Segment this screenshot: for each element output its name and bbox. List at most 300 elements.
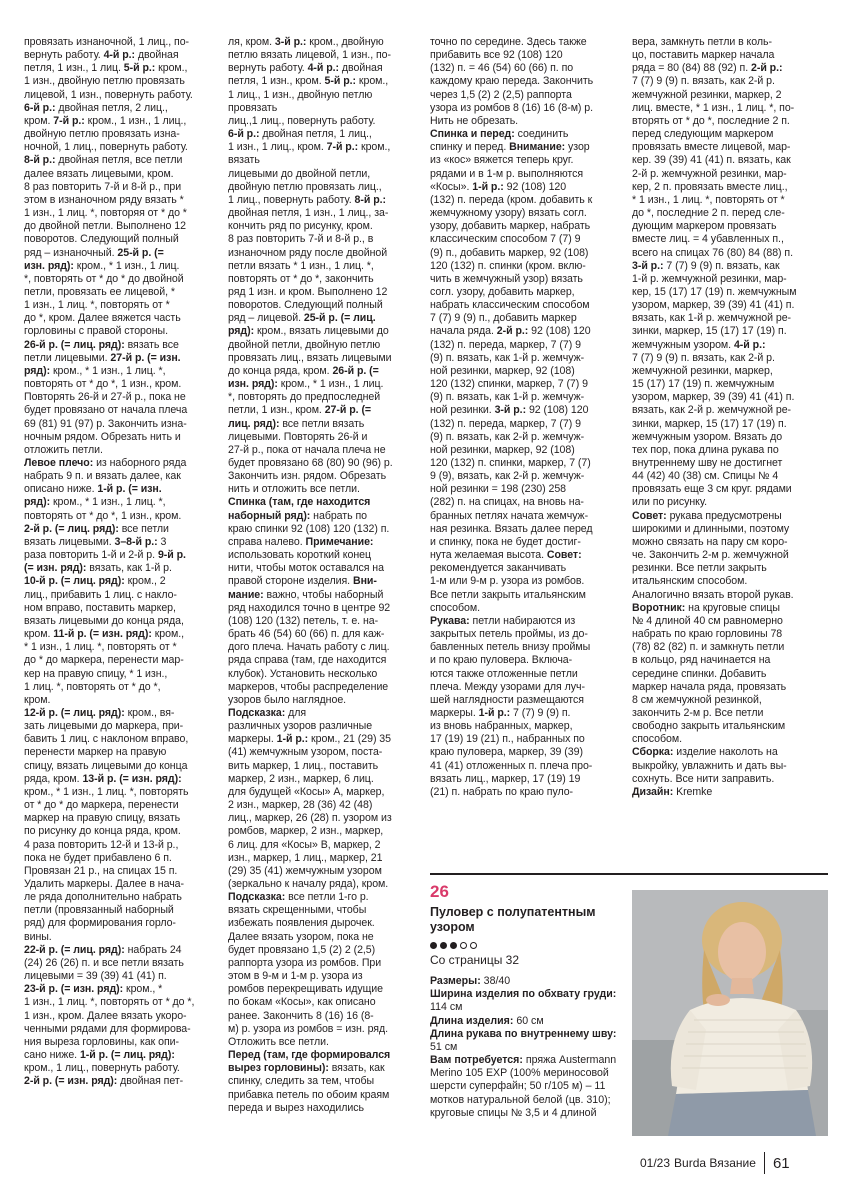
text-line: по рисунку до конца ряда, кром. <box>24 825 181 838</box>
text-line: Совет: рукава предусмотрены <box>632 509 782 522</box>
text-line: вить маркер, 1 лиц., поставить <box>228 759 379 772</box>
text-column-1 <box>24 36 214 1089</box>
text-line: 9 (9), вязать, как 2-й р. жемчуж- <box>430 470 585 483</box>
text-line: согл. узору, добавить маркер, <box>430 285 575 298</box>
text-line: спинку и перед. Внимание: узор <box>430 141 590 154</box>
text-line: изн. ряд): кром., * 1 изн., 1 лиц. <box>24 259 180 272</box>
text-line: маркеры. 1-й р.: 7 (7) 9 (9) п. <box>430 706 571 719</box>
text-line: до *, последние 2 п. перед сле- <box>632 207 785 220</box>
text-line: вязать лицевыми. 3–8-й р.: 3 <box>24 535 167 548</box>
page-footer <box>640 1152 790 1174</box>
text-line: рекомендуется заканчивать <box>430 562 567 575</box>
text-line: 2-й р. жемчужной резинки, мар- <box>632 167 787 180</box>
difficulty-dot <box>430 942 437 949</box>
text-line: петля, 1 изн., кром. 5-й р.: кром., <box>228 75 389 88</box>
text-line: Нить не обрезать. <box>430 114 519 127</box>
text-line: вязать скрещенными, чтобы <box>228 904 367 917</box>
text-line: ряда, кром. 13-й р. (= изн. ряд): <box>24 772 182 785</box>
text-line: кром. <box>24 693 51 706</box>
text-line: вязать, как 2-й р. жемчужной ре- <box>632 404 792 417</box>
text-line: набрать по краю горловины 78 <box>632 628 783 641</box>
text-line: узору, добавить маркер, набрать <box>430 220 591 233</box>
text-line: нить и отложить все петли. <box>228 483 360 496</box>
text-line: будет провязано 1,5 (2) 2 (2,5) <box>228 943 376 956</box>
text-line: ночным рядом. Обрезать нить и <box>24 430 181 443</box>
text-line: горловины с правой стороны. <box>24 325 168 338</box>
text-line: лицевыми = 39 (39) 41 (41) п. <box>24 970 167 983</box>
text-line: № 4 длиной 40 см равномерно <box>632 614 783 627</box>
text-line: ной резинки, маркер, 92 (108) <box>430 443 575 456</box>
text-line: ной резинки. 3-й р.: 92 (108) 120 <box>430 404 589 417</box>
text-line: вязать, как 1-й р. жемчужной ре- <box>632 312 792 325</box>
text-line: Спинка (там, где находится <box>228 496 371 509</box>
text-line: до двойной петли. Выполнено 12 <box>24 220 186 233</box>
text-line: Далее вязать узором, пока не <box>228 930 374 943</box>
text-line: 26-й р. (= лиц. ряд): вязать все <box>24 338 179 351</box>
text-line: че. Закончить 2-м р. жемчужной <box>632 549 789 562</box>
text-line: 120 (132) п. спинки, маркер, 7 (7) <box>430 457 591 469</box>
from-page-note: Со страницы 32 <box>430 953 520 967</box>
text-line: петли, 1 изн., кром. 27-й р. (= <box>228 404 372 417</box>
text-line: 44 (42) 40 (38) см. Спицы № 4 <box>632 470 779 483</box>
text-line: жемчужным узором. 4-й р.: <box>632 338 766 351</box>
text-line: 7 (7) 9 (9) п. вязать, как 2-й р. <box>632 351 775 364</box>
text-line: наборный ряд): набрать по <box>228 509 367 522</box>
text-line: 1 лиц. *, повторять от * до *, <box>24 680 161 693</box>
text-line: изнаночном ряду после двойной <box>228 246 388 259</box>
text-line: (132) п. переда (кром. добавить к <box>430 193 593 206</box>
text-line: (78) 82 (82) п. и замкнуть петли <box>632 641 785 654</box>
text-line: Закончить изн. рядом. Обрезать <box>228 470 387 483</box>
text-line: петли (провязанный наборный <box>24 904 174 917</box>
text-line: маркер на правую спицу, вязать <box>24 812 181 825</box>
text-line: (282) п. на спицах, на вновь на- <box>430 496 584 509</box>
project-info <box>430 882 620 1120</box>
text-line: ной резинки = 198 (230) 258 <box>430 483 567 496</box>
text-line: 1 изн., двойную петлю провязать <box>24 75 185 88</box>
text-line: будет провязано 68 (80) 90 (96) р. <box>228 457 393 469</box>
text-line: спинку, следить за тем, чтобы <box>228 1075 375 1088</box>
text-line: поворотов. Следующий полный <box>228 299 383 312</box>
text-line: клубок). Установить несколько <box>228 667 378 680</box>
text-line: *, повторять до предпоследней <box>228 391 381 404</box>
text-line: кром. 7-й р.: кром., 1 изн., 1 лиц., <box>24 114 187 127</box>
text-line: выкройку, увлажнить и дать вы- <box>632 759 787 772</box>
text-line: для будущей «Косы» А, маркер, <box>228 785 385 798</box>
text-line: ромбов, маркер, 2 изн., маркер, <box>228 825 384 838</box>
text-line: ния выреза горловины, как опи- <box>24 1035 179 1048</box>
text-line: брать 46 (54) 60 (66) п. для каж- <box>228 628 385 641</box>
text-line: пока не будет прибавлено 6 п. <box>24 851 172 864</box>
text-line: поворотов. Следующий полный <box>24 233 179 246</box>
magazine-name: Burda Вязание <box>674 1156 756 1170</box>
text-line: ряд – изнаночный. 25-й р. (= <box>24 246 164 259</box>
text-line: маркер, 2 изн., маркер, 6 лиц. <box>228 772 374 785</box>
text-line: ранее. Закончить 8 (16) 16 (8- <box>228 1009 374 1022</box>
text-line: 69 (81) 91 (97) р. Закончить изна- <box>24 417 187 430</box>
text-line: двойную петлю провязать изна- <box>24 128 180 141</box>
text-line: отложить петли. <box>24 443 103 456</box>
text-line: 15 (17) 17 (19) п. жемчужным <box>632 378 775 391</box>
project-specs <box>430 975 620 1120</box>
text-line: повторять от * до *, закончить <box>228 272 374 285</box>
text-line: Подсказка: для <box>228 706 307 719</box>
text-line: 1 изн., 1 лиц. *, повторяя от * до * <box>24 207 187 220</box>
text-line: использовать короткий конец <box>228 549 371 562</box>
text-line: свободно закрыть итальянским <box>632 720 786 733</box>
text-line: лиц., маркер, 26 (28) п. узором из <box>228 812 392 825</box>
text-line: ряд): кром., * 1 изн., 1 лиц. *, <box>24 364 166 377</box>
text-line: (9) п., добавить маркер, 92 (108) <box>430 246 589 259</box>
text-line: петлю вязать лицевой, 1 изн., по- <box>228 49 391 62</box>
text-line: вырез горловины): вязать, как <box>228 1062 385 1075</box>
text-line: 120 (132) спинки, маркер, 7 (7) 9 <box>430 378 588 391</box>
text-line: мание: важно, чтобы наборный <box>228 588 384 601</box>
text-line: из вновь набранных, маркер, <box>430 720 573 733</box>
text-line: 10-й р. (= лиц. ряд): кром., 2 <box>24 575 166 588</box>
text-line: Аналогично вязать второй рукав. <box>632 588 794 601</box>
text-line: ле ряда дополнительно набрать <box>24 891 182 904</box>
text-line: повторять от * до *, 1 изн., кром. <box>24 509 182 522</box>
text-line: способом. <box>632 733 682 746</box>
text-line: до конца ряда, кром. 26-й р. (= <box>228 364 379 377</box>
text-line: прибавить все 92 (108) 120 <box>430 49 563 62</box>
text-line: лиц.,1 лиц., повернуть работу. <box>228 114 376 127</box>
text-line: 22-й р. (= лиц. ряд): набрать 24 <box>24 943 182 956</box>
text-line: 1-м или 9-м р. узора из ромбов. <box>430 575 585 588</box>
text-line: ряд): кром., * 1 изн., 1 лиц. *, <box>24 496 166 509</box>
text-line: или по рисунку. <box>632 496 707 509</box>
text-line: (132) п. переда, маркер, 7 (7) 9 <box>430 338 581 351</box>
text-line: жемчужной резинки, маркер, 2 <box>632 88 782 101</box>
text-line: (24) 26 (26) п. и все петли вязать <box>24 956 184 969</box>
text-line: Отложить все петли. <box>228 1035 329 1048</box>
text-line: этом в изнаночном ряду вязать * <box>24 193 184 206</box>
text-line: ряд): кром., вязать лицевыми до <box>228 325 389 338</box>
text-line: описано ниже. 1-й р. (= изн. <box>24 483 162 496</box>
text-line: 1 изн., 1 лиц. *, повторять от * <box>24 299 170 312</box>
text-line: 1-й р. жемчужной резинки, мар- <box>632 272 787 285</box>
text-line: спицу, вязать лицевыми до конца <box>24 759 188 772</box>
spec-item: Ширина изделия по обхвату груди: 114 см <box>430 988 617 1014</box>
text-line: жемчужному узору) вязать согл. <box>430 207 587 220</box>
text-line: ченными рядами для формирова- <box>24 1022 191 1035</box>
text-line: цо, поставить маркер начала <box>632 49 775 62</box>
text-line: (9) п. вязать, как 1-й р. жемчуж- <box>430 351 585 364</box>
text-line: 3-й р.: 7 (7) 9 (9) п. вязать, как <box>632 259 780 272</box>
text-line: краю пуловера, маркер, 39 (39) <box>430 746 583 759</box>
text-line: различных узоров различные <box>228 720 373 733</box>
text-line: ромбов перекрещивать идущие <box>228 983 383 996</box>
text-line: вера, замкнуть петли в коль- <box>632 36 772 48</box>
text-line: (9) п. вязать, как 2-й р. жемчуж- <box>430 430 585 443</box>
text-line: ряд находился точно в центре 92 <box>228 601 391 614</box>
text-line: бавленных петель внизу проймы <box>430 641 591 654</box>
text-line: вязать лицевыми до конца ряда, <box>24 614 184 627</box>
text-line: ются также отложенные петли <box>430 667 578 680</box>
text-line: лиц. вместе, * 1 изн., 1 лиц. *, по- <box>632 101 795 114</box>
text-line: 7 (7) 9 (9) п. вязать, как 2-й р. <box>632 75 775 88</box>
text-line: петли лицевыми. 27-й р. (= изн. <box>24 351 181 364</box>
text-line: Перед (там, где формировался <box>228 1049 391 1062</box>
spec-item: Вам потребуется: пряжа Austermann Merino 105 EXP (100% мериносовой шерсти суперфайн; 50 г/105 м) – 11 мотков натуральной белой (цв. 310); круговые спицы № 3,5 и 4 длиной <box>430 1054 617 1119</box>
text-line: ряд 1 изн. и кром. Выполнено 12 <box>228 285 388 298</box>
text-line: (29) 35 (41) жемчужным узором <box>228 864 382 877</box>
text-line: двойная петля, 1 изн., 1 лиц., за- <box>228 207 389 220</box>
text-line: Провязан 21 р., на спицах 15 п. <box>24 864 178 877</box>
text-line: через 1,5 (2) 2 (2,5) раппорта <box>430 88 572 101</box>
text-line: прибавка петель по обоим краям <box>228 1088 390 1101</box>
text-line: ряда = 80 (84) 88 (92) п. 2-й р.: <box>632 62 783 75</box>
text-line: маркеров, чтобы распределение <box>228 680 389 693</box>
text-line: всего на спицах 76 (80) 84 (88) п. <box>632 246 793 259</box>
text-line: далее вязать лицевыми, кром. <box>24 167 174 180</box>
text-line: маркер начала ряда, провязать <box>632 680 787 693</box>
text-line: перенести маркер на правую <box>24 746 167 759</box>
text-line: сано ниже. 1-й р. (= лиц. ряд): <box>24 1049 175 1062</box>
text-line: сохнуть. Все нити заправить. <box>632 772 775 785</box>
text-line: петля, 1 изн., 1 лиц. 5-й р.: кром., <box>24 62 188 75</box>
text-line: Левое плечо: из наборного ряда <box>24 457 187 469</box>
text-line: 6 лиц. для «Косы» В, маркер, 2 <box>228 838 381 851</box>
text-line: двойной петли, двойную петлю <box>228 338 381 351</box>
text-line: дующим маркером провязать <box>632 220 777 233</box>
text-column-2 <box>228 36 418 1115</box>
difficulty-dot <box>440 942 447 949</box>
text-line: кер, 15 (17) 17 (19) п. жемчужным <box>632 285 797 298</box>
text-line: способом. <box>430 601 480 614</box>
text-line: 7 (7) 9 (9) п., добавить маркер <box>430 312 577 325</box>
text-line: лицевыми до двойной петли, <box>228 167 371 180</box>
text-line: зинки, маркер, 15 (17) 17 (19) п. <box>632 325 787 338</box>
text-line: от * до * до маркера, перенести <box>24 799 179 812</box>
text-line: 2 изн., маркер, 28 (36) 42 (48) <box>228 799 373 812</box>
text-line: вторять от * до *, последние 2 п. <box>632 114 790 127</box>
text-line: из «кос» вяжется теперь круг. <box>430 154 574 167</box>
text-line: петли вязать * 1 изн., 1 лиц. *, <box>228 259 374 272</box>
text-line: кром., * 1 изн., 1 лиц. *, повторять <box>24 785 189 798</box>
text-line: «Косы». 1-й р.: 92 (108) 120 <box>430 180 567 193</box>
text-line: узоров было наглядное. <box>228 693 347 706</box>
model-photo <box>632 890 828 1136</box>
text-line: (21) п. набрать по краю пуло- <box>430 785 574 798</box>
footer-separator <box>764 1152 765 1174</box>
text-line: можно связать на пару см коро- <box>632 535 788 548</box>
text-line: 1 изн., 1 лиц., кром. 7-й р.: кром., вязать <box>228 141 391 167</box>
text-line: кер на правую спицу, * 1 изн., <box>24 667 168 680</box>
text-line: 6-й р.: двойная петля, 2 лиц., <box>24 101 168 114</box>
text-line: 120 (132) п. спинки (кром. вклю- <box>430 259 586 272</box>
text-line: ной резинки, маркер, 92 (108) <box>430 364 575 377</box>
text-line: итальянским способом. <box>632 575 748 588</box>
text-line: 41 (41) отложенных п. плеча про- <box>430 759 593 772</box>
text-line: бранных петлях начата жемчуж- <box>430 509 589 522</box>
text-column-4 <box>632 36 828 799</box>
text-line: закрытых петель проймы, из до- <box>430 628 588 641</box>
text-line: плеча. Между узорами для луч- <box>430 680 585 693</box>
text-line: (9) п. вязать, как 1-й р. жемчуж- <box>430 391 585 404</box>
difficulty-rating <box>430 942 620 949</box>
text-line: кер, 2 п. провязать вместе лиц., <box>632 180 788 193</box>
text-line: двойную петлю провязать лиц., <box>228 180 382 193</box>
text-line: (зеркально к началу ряда), кром. <box>228 878 389 890</box>
text-line: провязать изнаночной, 1 лиц., по- <box>24 36 190 48</box>
spec-item: Длина рукава по внутреннему шву: 51 см <box>430 1027 617 1053</box>
text-line: лиц., прибавить 1 лиц. с накло- <box>24 588 177 601</box>
text-line: широкими и длинными, поэтому <box>632 522 790 535</box>
text-line: краю спинки 92 (108) 120 (132) п. <box>228 522 390 535</box>
text-line: внутреннему шву не достигнет <box>632 457 783 469</box>
text-line: Воротник: на круговые спицы <box>632 601 780 614</box>
page-number: 61 <box>772 1154 790 1172</box>
text-line: и спинку, пока не будет достиг- <box>430 535 581 548</box>
text-line: узора из ромбов 8 (16) 16 (8-м) р. <box>430 101 594 114</box>
text-line: повторять от * до *, 1 изн., кром. <box>24 378 182 391</box>
text-line: *, повторять от * до * до двойной <box>24 272 184 285</box>
text-line: вины. <box>24 930 52 943</box>
text-line: провязать вместе лицевой, мар- <box>632 141 791 154</box>
text-line: 6-й р.: двойная петля, 1 лиц., <box>228 128 372 141</box>
text-line: переда и вырез находились <box>228 1101 364 1114</box>
text-line: Сборка: изделие наколоть на <box>632 746 778 759</box>
text-line: изн. ряд): кром., * 1 изн., 1 лиц. <box>228 378 384 391</box>
text-line: провязать лиц., вязать лицевыми <box>228 351 392 364</box>
text-line: кром. 11-й р. (= изн. ряд): кром., <box>24 628 184 641</box>
text-line: вернуть работу. 4-й р.: двойная <box>24 49 179 62</box>
text-line: Повторять 26-й и 27-й р., пока не <box>24 391 186 404</box>
text-line: 1 лиц., 1 изн., двойную петлю провязать <box>228 88 373 114</box>
text-line: 23-й р. (= изн. ряд): кром., * <box>24 983 163 996</box>
text-line: Рукава: петли набираются из <box>430 614 576 627</box>
text-line: вместе лиц. = 4 убавленных п., <box>632 233 784 246</box>
text-line: маркеры. 1-й р.: кром., 21 (29) 35 <box>228 733 391 746</box>
text-line: Все петли закрыть итальянским <box>430 588 586 601</box>
text-line: ном вправо, поставить маркер, <box>24 601 176 614</box>
text-line: зать лицевыми до маркера, при- <box>24 720 184 733</box>
text-line: м) р. узора из ромбов = изн. ряд. <box>228 1022 389 1035</box>
text-line: чить в жемчужный узор) вязать <box>430 272 583 285</box>
text-line: зинки, маркер, 15 (17) 17 (19) п. <box>632 417 787 430</box>
text-line: ряд – лицевой. 25-й р. (= лиц. <box>228 312 376 325</box>
spec-item: Длина изделия: 60 см <box>430 1014 544 1027</box>
text-line: лицевой, 1 изн., повернуть работу. <box>24 88 193 101</box>
text-line: классическим способом 7 (7) 9 <box>430 233 581 246</box>
text-line: жемчужным узором. Вязать до <box>632 430 783 443</box>
project-number: 26 <box>430 882 449 901</box>
text-line: ряд) для формирования горло- <box>24 917 176 930</box>
difficulty-dot <box>470 942 477 949</box>
text-line: до *, кром. Далее вяжется часть <box>24 312 181 325</box>
text-line: каждому краю переда. Закончить <box>430 75 594 88</box>
text-line: узором, маркер, 39 (39) 41 (41) п. <box>632 299 795 312</box>
text-line: Подсказка: все петли 1-го р. <box>228 891 369 904</box>
text-line: по бокам «Косы», как описано <box>228 996 376 1009</box>
text-line: 27-й р., пока от начала плеча не <box>228 443 386 456</box>
text-line: 8 раз повторить 7-й и 8-й р., в <box>228 233 374 246</box>
text-line: 17 (19) 19 (21) п., набранных по <box>430 733 585 746</box>
woman-in-sweater-image <box>632 890 828 1136</box>
text-line: провязать еще 3 см круг. рядами <box>632 483 792 496</box>
text-line: рядами и в 1-м р. выполняются <box>430 167 584 180</box>
text-line: Удалить маркеры. Далее в нача- <box>24 878 184 890</box>
text-line: 2-й р. (= изн. ряд): двойная пет- <box>24 1075 184 1088</box>
text-line: будет провязано от начала плеча <box>24 404 188 417</box>
text-line: кер. 39 (39) 41 (41) п. вязать, как <box>632 154 791 167</box>
text-line: Дизайн: Kremke <box>632 785 713 798</box>
text-line: кончить ряд по рисунку, кром. <box>228 220 373 233</box>
difficulty-dot <box>460 942 467 949</box>
text-line: бавить 1 лиц. с наклоном вправо, <box>24 733 189 746</box>
text-line: лиц. ряд): все петли вязать <box>228 417 365 430</box>
text-line: (132) п. переда, маркер, 7 (7) 9 <box>430 417 581 430</box>
text-line: справа налево. Примечание: <box>228 535 374 548</box>
text-line: 1 изн., кром. Далее вязать укоро- <box>24 1009 187 1022</box>
text-line: избежать появления дырочек. <box>228 917 375 930</box>
text-line: * 1 изн., 1 лиц. *, повторять от * <box>632 193 785 206</box>
text-line: дого плеча. Начать работу с лиц. <box>228 641 390 654</box>
text-line: правой стороне изделия. Вни- <box>228 575 377 588</box>
project-title: Пуловер с полупатентным узором <box>430 905 596 934</box>
text-line: раза повторить 1-й и 2-й р. 9-й р. <box>24 549 186 562</box>
text-line: кром., 1 лиц., повернуть работу. <box>24 1062 180 1075</box>
issue-number: 01/23 <box>640 1156 671 1170</box>
text-line: нити, чтобы моток оставался на <box>228 562 384 575</box>
text-line: раппорта узора из ромбов. При <box>228 956 382 969</box>
text-line: набрать 9 п. и вязать далее, как <box>24 470 181 483</box>
text-line: петли, провязать ее лицевой, * <box>24 285 175 298</box>
text-line: 8 см жемчужной резинкой, <box>632 693 762 706</box>
text-line: ля, кром. 3-й р.: кром., двойную <box>228 36 384 48</box>
text-line: 12-й р. (= лиц. ряд): кром., вя- <box>24 706 175 719</box>
text-line: 2-й р. (= лиц. ряд): все петли <box>24 522 169 535</box>
section-divider <box>430 873 828 875</box>
text-line: изн., маркер, 1 лиц., маркер, 21 <box>228 851 383 864</box>
text-line: 1 изн., 1 лиц. *, повторять от * до *, <box>24 996 195 1009</box>
text-line: резинки. Все петли закрыть <box>632 562 767 575</box>
text-line: * 1 изн., 1 лиц. *, повторять от * <box>24 641 177 654</box>
text-line: лицевыми. Повторять 26-й и <box>228 430 368 443</box>
text-line: 8-й р.: двойная петля, все петли <box>24 154 183 167</box>
text-line: жемчужной резинки, маркер, <box>632 364 773 377</box>
text-line: начала ряда. 2-й р.: 92 (108) 120 <box>430 325 591 338</box>
text-line: ряда справа (там, где находится <box>228 654 387 667</box>
text-line: вернуть работу. 4-й р.: двойная <box>228 62 383 75</box>
text-line: нута желаемая высота. Совет: <box>430 549 582 562</box>
text-line: ночной, 1 лиц., повернуть работу. <box>24 141 188 154</box>
text-line: закончить 2-м р. Все петли <box>632 706 764 719</box>
text-line: 1 лиц., повернуть работу. 8-й р.: <box>228 193 386 206</box>
text-line: (132) п. = 46 (54) 60 (66) п. по <box>430 62 574 75</box>
text-line: перед следующим маркером <box>632 128 774 141</box>
text-column-3 <box>430 36 620 799</box>
difficulty-dot <box>450 942 457 949</box>
text-line: вязать лиц., маркер, 17 (19) 19 <box>430 772 581 785</box>
text-line: середине спинки. Добавить <box>632 667 767 680</box>
spec-item: Размеры: 38/40 <box>430 975 511 988</box>
text-line: (108) 120 (132) петель, т. е. на- <box>228 614 379 627</box>
text-line: 8 раз повторить 7-й и 8-й р., при <box>24 180 182 193</box>
text-line: ная резинка. Вязать далее перед <box>430 522 593 535</box>
text-line: узором, маркер, 39 (39) 41 (41) п. <box>632 391 795 404</box>
text-line: и по краю пуловера. Включа- <box>430 654 573 667</box>
text-line: до * до маркера, перенести мар- <box>24 654 184 667</box>
text-line: (41) жемчужным узором, поста- <box>228 746 383 759</box>
text-line: этом в 9-м и 1-м р. узора из <box>228 970 363 983</box>
text-line: точно по середине. Здесь также <box>430 36 587 48</box>
text-line: Спинка и перед: соединить <box>430 128 569 141</box>
text-line: 4 раза повторить 12-й и 13-й р., <box>24 838 179 851</box>
text-line: набрать классическим способом <box>430 299 590 312</box>
